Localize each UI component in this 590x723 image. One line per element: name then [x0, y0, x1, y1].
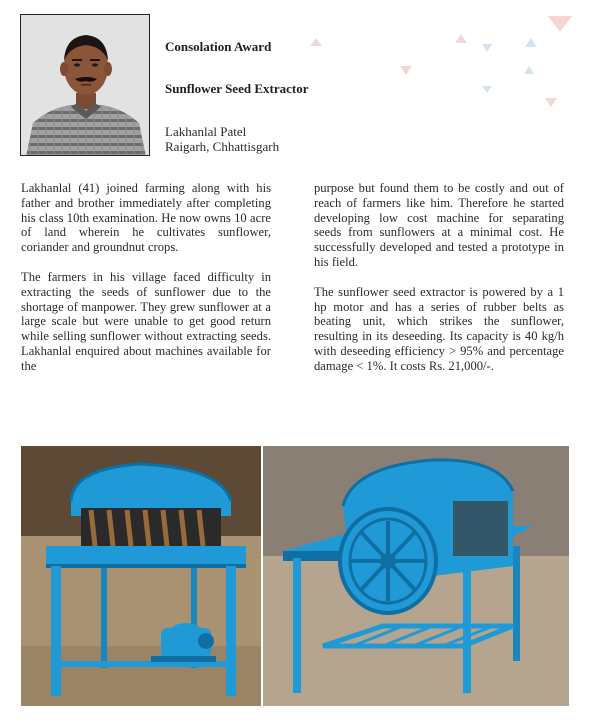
decorative-triangle — [482, 86, 492, 93]
portrait-illustration — [21, 15, 150, 156]
paragraph: purpose but found them to be costly and out of reach of farmers like him. Therefore he started developing low cost machine for separating seeds from sunflowers at a minimal cost. He successfully developed and tested a prototype in his field. — [314, 181, 564, 269]
machine-illustration-side — [263, 446, 569, 706]
innovator-info — [165, 124, 279, 154]
decorative-triangle — [545, 98, 557, 107]
body-column-right — [314, 181, 564, 389]
decorative-triangle — [524, 66, 534, 74]
farmer-portrait-photo — [20, 14, 150, 156]
decorative-triangle — [400, 66, 412, 75]
decorative-triangle — [482, 44, 492, 52]
body-column-left — [21, 181, 271, 389]
machine-illustration-front — [21, 446, 261, 706]
innovator-location: Raigarh, Chhattisgarh — [165, 139, 280, 154]
invention-title: Sunflower Seed Extractor — [165, 81, 309, 96]
machine-photo-side — [263, 446, 569, 706]
innovator-name: Lakhanlal Patel — [165, 124, 247, 139]
paragraph: The farmers in his village faced difficulty in extracting the seeds of sunflower due to the shortage of manpower. They grew sunflower at a large scale but were unable to get good return while selling sunflower without extracting seeds. Lakhanlal enquired about machines available for the — [21, 269, 271, 373]
decorative-triangle — [310, 38, 322, 46]
decorative-triangle — [455, 34, 467, 43]
award-label: Consolation Award — [165, 39, 272, 54]
decorative-triangle — [548, 16, 572, 32]
paragraph: The sunflower seed extractor is powered by a 1 hp motor and has a series of rubber belts as beating unit, which strikes the sunflower, resulting in its deseeding. Its capacity is 40 kg/h with deseeding efficiency > 95% and percentage damage < 1%. It costs Rs. 21,000/-. — [314, 284, 564, 373]
machine-photo-front — [21, 446, 261, 706]
decorative-triangle — [525, 38, 537, 47]
paragraph: Lakhanlal (41) joined farming along with his father and brother immediately after completing his class 10th examination. He now owns 10 acre of land wherein he cultivates sunflower, coriander and groundnut crops. — [21, 181, 271, 255]
